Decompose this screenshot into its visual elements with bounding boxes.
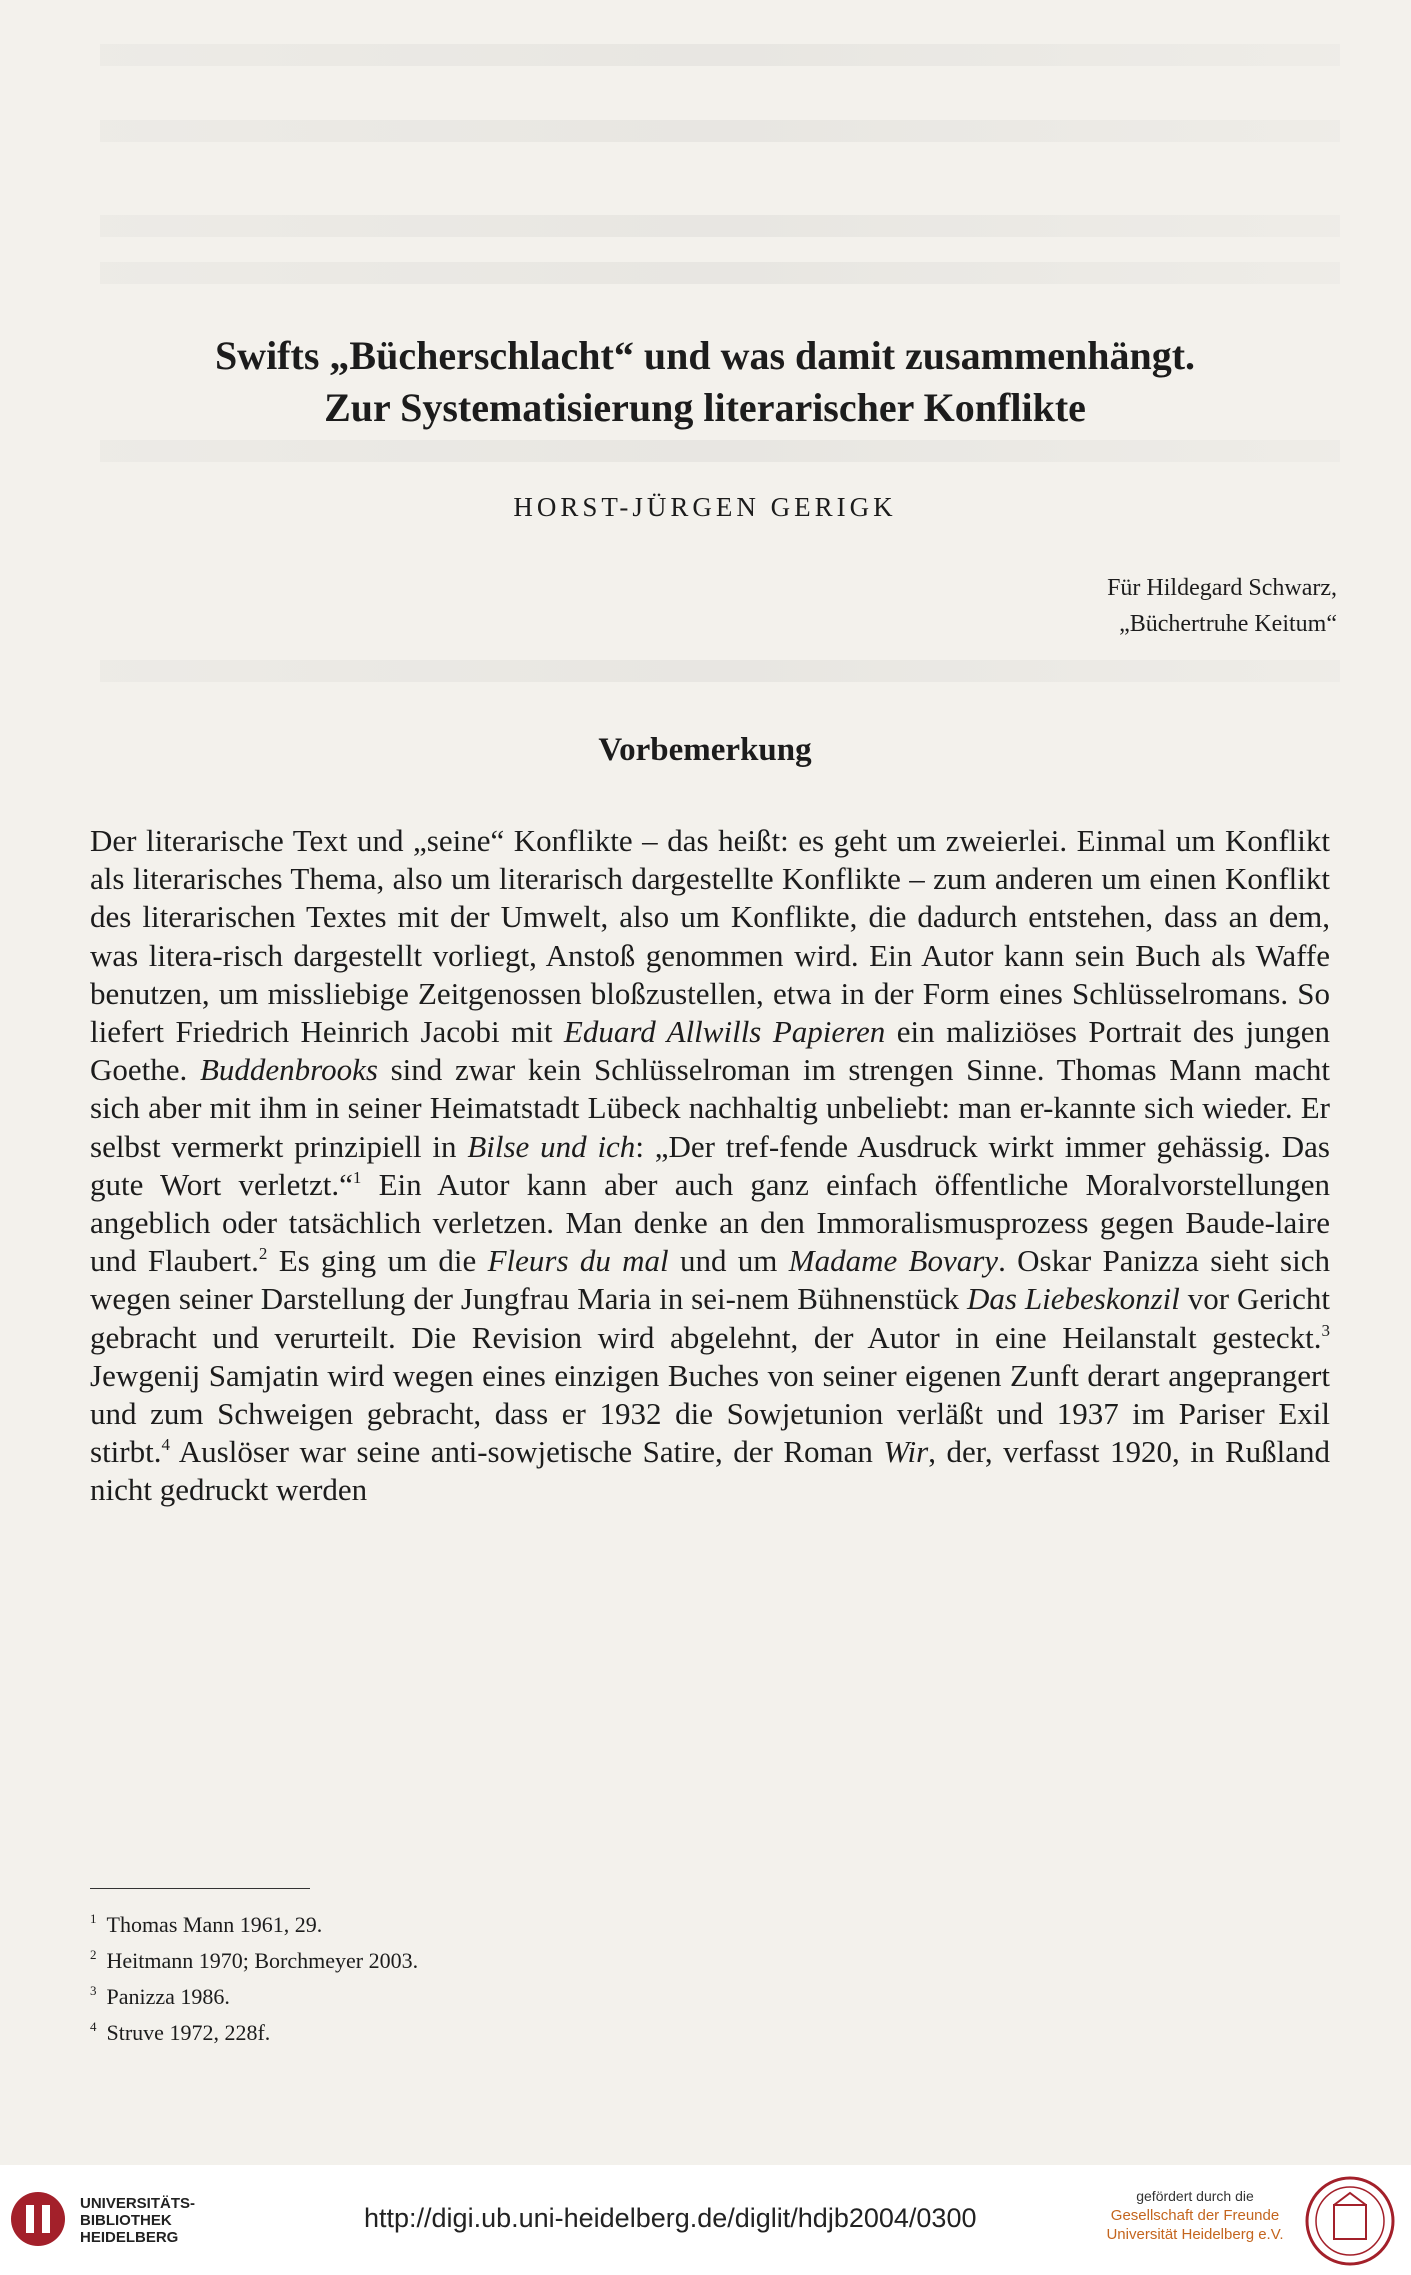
footnote	[90, 1904, 890, 1940]
article-title	[90, 330, 1320, 434]
university-seal-icon	[1304, 2175, 1396, 2267]
italic-title: Buddenbrooks	[199, 1052, 378, 1088]
footnote-marker: 1	[352, 1167, 362, 1187]
footnote-text: Panizza 1986.	[106, 1984, 230, 2009]
sponsor-org-line-1: Gesellschaft der Freunde	[1110, 2207, 1280, 2224]
footnotes	[90, 1904, 890, 2048]
footnote	[90, 2012, 890, 2048]
permalink-url[interactable]: http://digi.ub.uni-heidelberg.de/diglit/hdjb2004/0300	[364, 2203, 977, 2233]
title-line-1: Swifts „Bücherschlacht“ und was damit zusammenhängt.	[214, 333, 1196, 378]
sponsor-caption: gefördert durch die	[1136, 2188, 1254, 2204]
text-run: . Oskar Panizza sieht sich wegen seiner Darstellung der Jungfrau Maria in sei-nem Bühnenstück	[90, 1243, 1330, 1317]
text-run: Der literarische Text und „seine“ Konflikte – das heißt: es geht um zweierlei. Einmal um Konflikt als literarisches Thema, also um literarisch dargestellte Konflikte – zum anderen um einen Konflikt des literarischen Textes mit der Umwelt, also um Konflikte, die dadurch entstehen, dass an dem, was litera-risch dargestellt vorliegt, Anstoß genommen wird. Ein Autor kann sein Buch als Waffe benutzen, um missliebige Zeitgenossen bloßzustellen, etwa in der Form eines Schlüsselromans. So liefert Friedrich Heinrich Jacobi mit	[90, 823, 1330, 1050]
text-run: sind zwar kein Schlüsselroman im strengen Sinne. Thomas Mann macht sich aber mit ihm in seiner Heimatstadt Lübeck nachhaltig unbeliebt: man er-kannte sich wieder. Er selbst vermerkt prinzipiell in	[90, 1052, 1330, 1164]
italic-title: Das Liebeskonzil	[967, 1281, 1180, 1317]
text-run: und um	[668, 1243, 789, 1279]
italic-title: Madame Bovary	[788, 1243, 999, 1279]
footnote-number: 3	[90, 1983, 97, 1998]
text-run: Auslöser war seine anti-sowjetische Satire, der Roman	[169, 1434, 884, 1470]
text-run: , der, verfasst 1920, in Rußland nicht gedruckt werden	[90, 1434, 1330, 1508]
author-name: HORST-JÜRGEN GERIGK	[513, 492, 897, 522]
library-logo-icon	[8, 2189, 68, 2249]
text-run: vor Gericht gebracht und verurteilt. Die Revision wird abgelehnt, der Autor in eine Heilanstalt gesteckt.	[90, 1281, 1331, 1355]
library-name-line-2: BIBLIOTHEK	[80, 2212, 172, 2229]
section-heading: Vorbemerkung	[598, 732, 812, 768]
footnote-number: 1	[90, 1911, 97, 1926]
library-name	[80, 2195, 195, 2246]
body-paragraph	[90, 822, 1330, 1510]
footnote-text: Struve 1972, 228f.	[106, 2020, 271, 2045]
footer-bar	[0, 2165, 1411, 2275]
text-run: Es ging um die	[267, 1243, 488, 1279]
dedication-line-2: „Büchertruhe Keitum“	[1119, 611, 1337, 637]
italic-title: Bilse und ich	[467, 1128, 636, 1164]
dedication	[737, 570, 1337, 642]
text-run: ein maliziöses Portrait des jungen Goethe.	[90, 1014, 1330, 1088]
sponsor-org-line-2: Universität Heidelberg e.V.	[1106, 2226, 1284, 2243]
bleed-through-line	[100, 440, 1340, 462]
footnote-text: Heitmann 1970; Borchmeyer 2003.	[106, 1948, 419, 1973]
footnote	[90, 1976, 890, 2012]
text-run: Jewgenij Samjatin wird wegen eines einzigen Buches von seiner eigenen Zunft derart angeprangert und zum Schweigen gebracht, dass er 1932 die Sowjetunion verläßt und 1937 im Pariser Exil stirbt.	[90, 1357, 1330, 1470]
library-name-line-3: HEIDELBERG	[80, 2229, 179, 2246]
text-run: Ein Autor kann aber auch ganz einfach öffentliche Moralvorstellungen angeblich oder tatsächlich verletzen. Man denke an den Immoralismusprozess gegen Baude-laire und Flaubert.	[90, 1166, 1330, 1279]
bleed-through-line	[100, 262, 1340, 284]
footnote-marker: 4	[161, 1435, 170, 1455]
bleed-through-line	[100, 120, 1340, 142]
dedication-line-1: Für Hildegard Schwarz,	[1107, 575, 1337, 601]
footnote-text: Thomas Mann 1961, 29.	[106, 1912, 323, 1937]
italic-title: Fleurs du mal	[487, 1243, 669, 1279]
italic-title: Eduard Allwills Papieren	[563, 1014, 886, 1050]
text-run: : „Der tref-fende Ausdruck wirkt immer gehässig. Das gute Wort verletzt.“	[90, 1128, 1330, 1202]
footnote-marker: 3	[1321, 1320, 1330, 1340]
italic-title: Wir	[883, 1434, 929, 1470]
bleed-through-line	[100, 44, 1340, 66]
library-name-line-1: UNIVERSITÄTS-	[80, 2195, 196, 2212]
footnote	[90, 1940, 890, 1976]
sponsor-credit	[1090, 2187, 1300, 2244]
title-line-2: Zur Systematisierung literarischer Konflikte	[324, 385, 1086, 430]
bleed-through-line	[100, 215, 1340, 237]
footnote-number: 2	[90, 1947, 97, 1962]
footnote-number: 4	[90, 2019, 97, 2034]
bleed-through-line	[100, 660, 1340, 682]
footnote-marker: 2	[258, 1244, 268, 1264]
footnote-divider	[90, 1888, 310, 1889]
